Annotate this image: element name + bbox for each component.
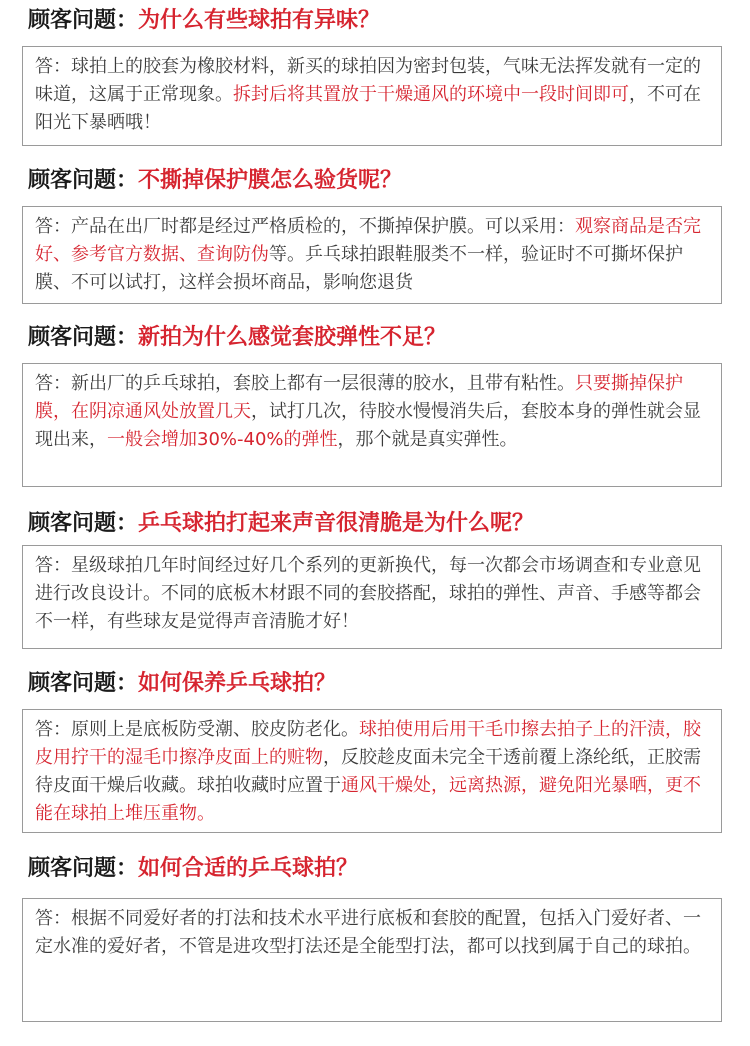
question-heading bbox=[28, 166, 402, 196]
question-prefix: 顾客问题： bbox=[28, 8, 139, 33]
answer-text: ，反胶趁皮面未完全干透前覆上涤纶纸，正胶需待皮面干燥后收藏。球拍收藏时应置于 bbox=[35, 747, 701, 796]
question-heading bbox=[28, 509, 534, 539]
question-text: 如何合适的乒乓球拍？ bbox=[138, 856, 359, 881]
question-text: 新拍为什么感觉套胶弹性不足？ bbox=[138, 325, 447, 350]
question-text: 乒乓球拍打起来声音很清脆是为什么呢？ bbox=[138, 511, 535, 536]
answer-highlight-text: 观察商品是否完好、参考官方数据、查询防伪 bbox=[35, 216, 701, 265]
answer-box bbox=[22, 898, 722, 1022]
answer-text: 答：新出厂的乒乓球拍，套胶上都有一层很薄的胶水，且带有粘性。 bbox=[35, 373, 575, 394]
answer-text: ，那个就是真实弹性。 bbox=[337, 429, 518, 450]
question-prefix: 顾客问题： bbox=[28, 168, 139, 193]
question-text: 不撕掉保护膜怎么验货呢？ bbox=[138, 168, 403, 193]
answer-text: 答：球拍上的胶套为橡胶材料，新买的球拍因为密封包装，气味无法挥发就有一定的味道，这属于正常现象。 bbox=[35, 56, 701, 105]
answer-highlight-text: 通风干燥处，远离热源，避免阳光暴晒，更不能在球拍上堆压重物。 bbox=[35, 775, 701, 824]
answer-text: 答：星级球拍几年时间经过好几个系列的更新换代，每一次都会市场调查和专业意见进行改良设计。不同的底板木材跟不同的套胶搭配，球拍的弹性、声音、手感等都会不一样，有些球友是觉得声音清脆才好！ bbox=[35, 555, 701, 632]
question-heading bbox=[28, 669, 336, 699]
question-prefix: 顾客问题： bbox=[28, 511, 139, 536]
answer-box bbox=[22, 545, 722, 649]
question-prefix: 顾客问题： bbox=[28, 671, 139, 696]
answer-box bbox=[22, 709, 722, 833]
answer-text: ，不可在阳光下暴晒哦！ bbox=[35, 84, 701, 133]
answer-box bbox=[22, 363, 722, 487]
answer-box bbox=[22, 206, 722, 304]
question-heading bbox=[28, 854, 358, 884]
answer-highlight-text: 只要撕掉保护膜，在阴凉通风处放置几天 bbox=[35, 373, 683, 422]
answer-highlight-text: 拆封后将其置放于干燥通风的环境中一段时间即可 bbox=[233, 84, 629, 105]
answer-text: ，试打几次，待胶水慢慢消失后，套胶本身的弹性就会显现出来， bbox=[35, 401, 701, 450]
answer-text: 答：产品在出厂时都是经过严格质检的，不撕掉保护膜。可以采用： bbox=[35, 216, 575, 237]
answer-text: 等。乒乓球拍跟鞋服类不一样，验证时不可撕坏保护膜、不可以试打，这样会损坏商品，影响您退货 bbox=[35, 244, 683, 293]
answer-box bbox=[22, 46, 722, 146]
answer-highlight-text: 球拍使用后用干毛巾擦去拍子上的汗渍，胶皮用拧干的湿毛巾擦净皮面上的赃物 bbox=[35, 719, 701, 768]
question-heading bbox=[28, 323, 446, 353]
question-prefix: 顾客问题： bbox=[28, 325, 139, 350]
question-text: 如何保养乒乓球拍？ bbox=[138, 671, 337, 696]
question-prefix: 顾客问题： bbox=[28, 856, 139, 881]
answer-highlight-text: 一般会增加30%-40%的弹性 bbox=[107, 429, 338, 450]
answer-text: 答：原则上是底板防受潮、胶皮防老化。 bbox=[35, 719, 359, 740]
question-heading bbox=[28, 6, 380, 36]
answer-text: 答：根据不同爱好者的打法和技术水平进行底板和套胶的配置，包括入门爱好者、一定水准的爱好者，不管是进攻型打法还是全能型打法，都可以找到属于自己的球拍。 bbox=[35, 908, 701, 957]
question-text: 为什么有些球拍有异味？ bbox=[138, 8, 381, 33]
